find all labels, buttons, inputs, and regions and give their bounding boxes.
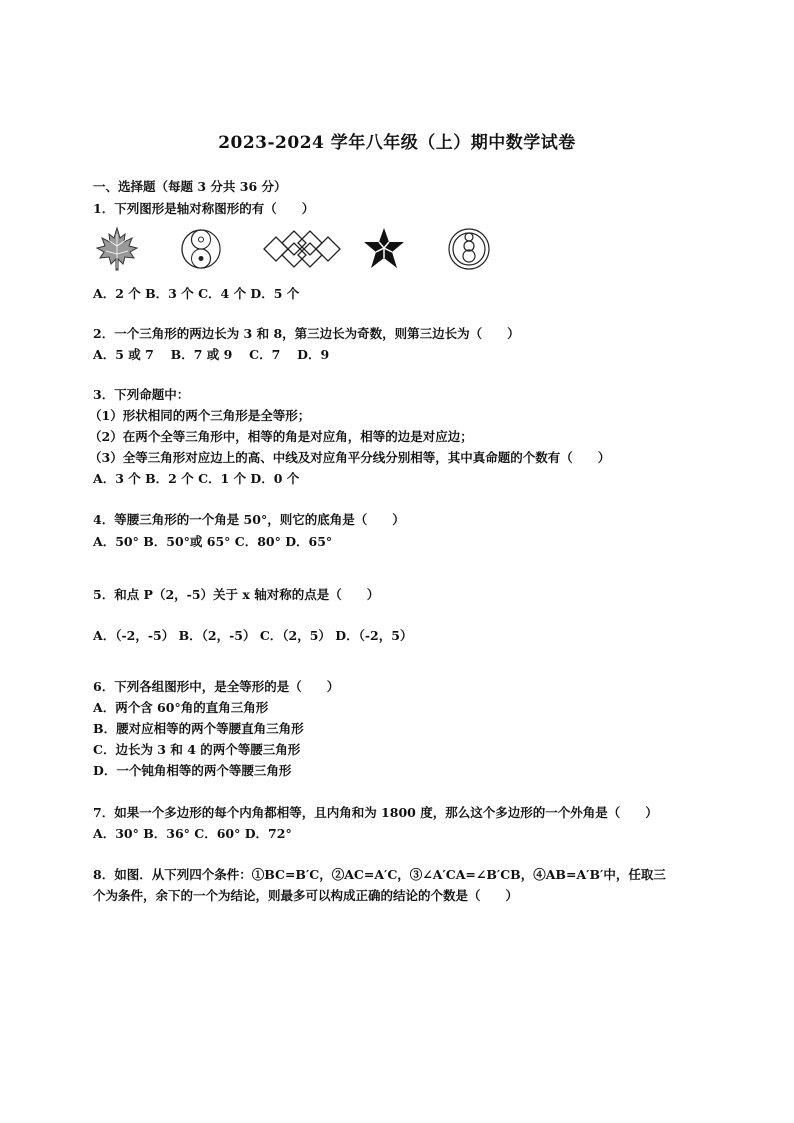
question-6-option-a: A．两个含 60°角的直角三角形 bbox=[93, 700, 269, 715]
question-1-options: A．2 个 B．3 个 C．4 个 D．5 个 bbox=[93, 286, 300, 301]
question-6-stem: 6．下列各组图形中，是全等形的是（ ） bbox=[93, 679, 340, 694]
yin-yang-icon bbox=[178, 226, 224, 272]
page-title: 2023-2024 学年八年级（上）期中数学试卷 bbox=[218, 133, 576, 153]
question-5-options: A．（-2，-5） B．（2，-5） C．（2，5） D．（-2，5） bbox=[93, 628, 413, 643]
question-6-option-c: C．边长为 3 和 4 的两个等腰三角形 bbox=[93, 742, 301, 757]
knot-icon bbox=[262, 226, 342, 272]
question-3-item-2: （2）在两个全等三角形中，相等的角是对应角，相等的边是对应边； bbox=[89, 429, 473, 444]
question-4-stem: 4．等腰三角形的一个角是 50°，则它的底角是（ ） bbox=[93, 512, 405, 527]
question-6-option-b: B．腰对应相等的两个等腰直角三角形 bbox=[93, 721, 304, 736]
question-8-stem-line-2: 个为条件，余下的一个为结论，则最多可以构成正确的结论的个数是（ ） bbox=[93, 888, 519, 903]
question-3-options: A．3 个 B．2 个 C．1 个 D．0 个 bbox=[93, 471, 300, 486]
question-2-stem: 2．一个三角形的两边长为 3 和 8，第三边长为奇数，则第三边长为（ ） bbox=[93, 326, 520, 341]
question-7-stem: 7．如果一个多边形的每个内角都相等，且内角和为 1800 度，那么这个多边形的一个外角是（ ） bbox=[93, 805, 658, 820]
question-3-item-3: （3）全等三角形对应边上的高、中线及对应角平分线分别相等，其中真命题的个数有（ ） bbox=[89, 450, 611, 465]
question-6-option-d: D．一个钝角相等的两个等腰三角形 bbox=[93, 763, 292, 778]
question-5-stem: 5．和点 P（2，-5）关于 x 轴对称的点是（ ） bbox=[93, 587, 380, 602]
circles-icon bbox=[446, 226, 492, 272]
question-3-item-1: （1）形状相同的两个三角形是全等形； bbox=[89, 408, 311, 423]
question-1-figures bbox=[94, 226, 514, 276]
question-2-options: A．5 或 7 B．7 或 9 C．7 D．9 bbox=[93, 347, 330, 362]
maple-leaf-icon bbox=[94, 226, 140, 272]
question-1-stem: 1．下列图形是轴对称图形的有（ ） bbox=[93, 201, 315, 216]
question-8-stem-line-1: 8．如图．从下列四个条件：①BC=B′C，②AC=A′C，③∠A′CA=∠B′CB，④AB=A′B′中，任取三 bbox=[93, 867, 666, 882]
question-3-stem: 3．下列命题中： bbox=[93, 387, 190, 402]
section-heading: 一、选择题（每题 3 分共 36 分） bbox=[93, 179, 287, 194]
star-icon bbox=[362, 226, 406, 272]
question-7-options: A．30° B．36° C．60° D．72° bbox=[93, 826, 292, 841]
question-4-options: A．50° B．50°或 65° C．80° D．65° bbox=[93, 534, 333, 549]
